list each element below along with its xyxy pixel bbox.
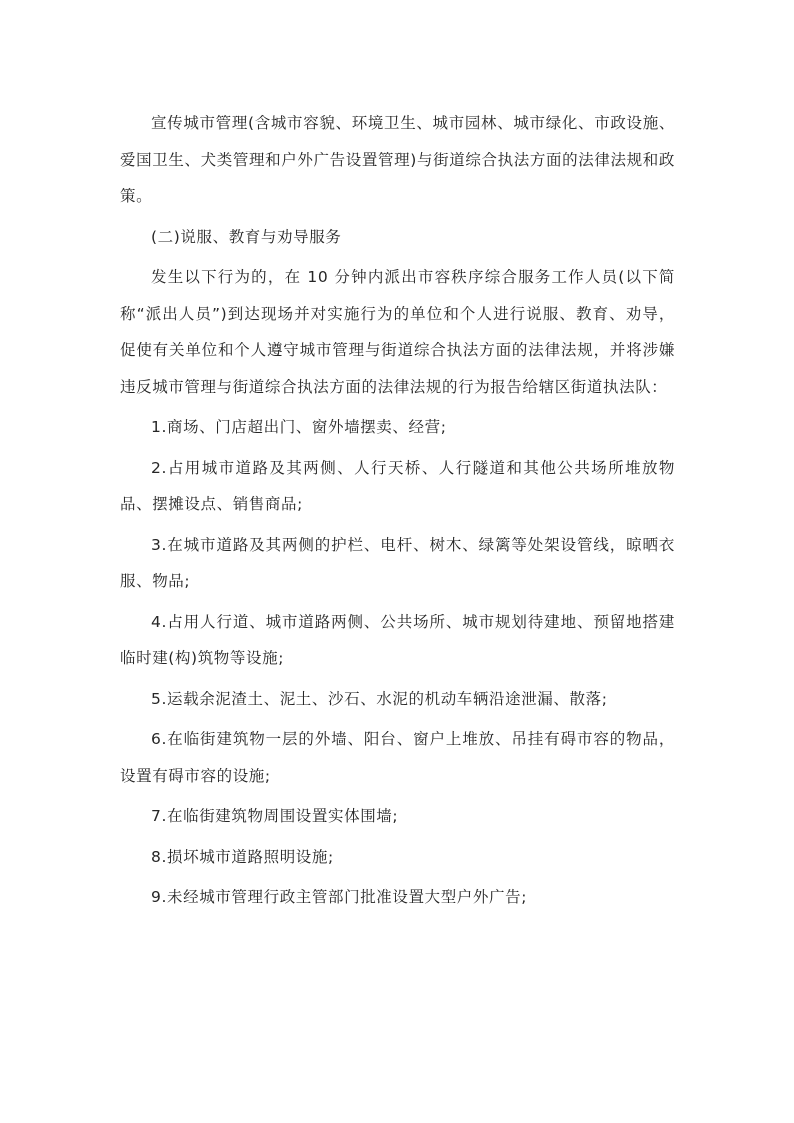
list-item-5: 5.运载余泥渣土、泥土、沙石、水泥的机动车辆沿途泄漏、散落; (151, 689, 608, 708)
list-item-1: 1.商场、门店超出门、窗外墙摆卖、经营; (151, 418, 447, 436)
list-item-9: 9.未经城市管理行政主管部门批准设置大型户外广告; (151, 888, 528, 906)
list-item-8: 8.损坏城市道路照明设施; (151, 847, 334, 866)
list-item-4: 4.占用人行道、城市道路两侧、公共场所、城市规划待建地、预留地搭建临时建(构)筑物等设施; (120, 612, 675, 667)
section-heading-persuasion: (二)说服、教育与劝导服务 (151, 227, 342, 246)
list-item-6: 6.在临街建筑物一层的外墙、阳台、窗户上堆放、吊挂有碍市容的物品，设置有碍市容的设施; (120, 730, 675, 785)
list-item-3: 3.在城市道路及其两侧的护栏、电杆、树木、绿篱等处架设管线，晾晒衣服、物品; (120, 535, 675, 590)
document-body (120, 105, 675, 916)
list-item-7: 7.在临街建筑物周围设置实体围墙; (151, 807, 399, 825)
list-item-2: 2.占用城市道路及其两侧、人行天桥、人行隧道和其他公共场所堆放物品、摆摊设点、销售商品; (120, 458, 675, 513)
paragraph-intro: 发生以下行为的，在 10 分钟内派出市容秩序综合服务工作人员(以下简称“派出人员”)到达现场并对实施行为的单位和个人进行说服、教育、劝导，促使有关单位和个人遵守城市管理与街道综合执法方面的法律法规，并将涉嫌违反城市管理与街道综合执法方面的法律法规的行为报告给辖区街道执法队： (120, 268, 675, 396)
paragraph-publicity: 宣传城市管理(含城市容貌、环境卫生、城市园林、城市绿化、市政设施、爱国卫生、犬类管理和户外广告设置管理)与街道综合执法方面的法律法规和政策。 (120, 114, 675, 205)
